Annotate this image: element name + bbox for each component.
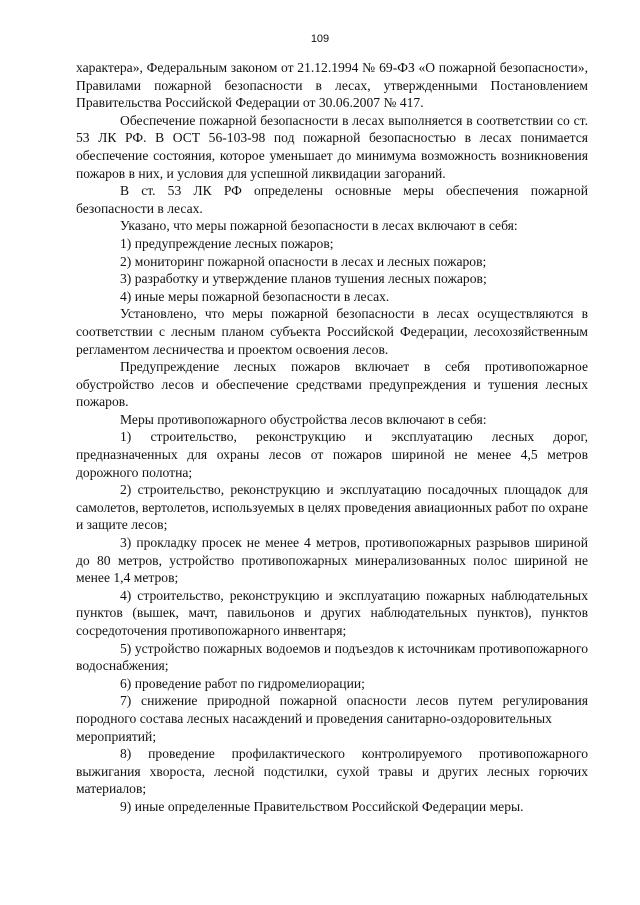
paragraph: Обеспечение пожарной безопасности в лесах выполняется в соответствии со ст. 53 ЛК РФ. В ОСТ 56-103-98 под пожарной безопасностью в лесах понимается обеспечение состояния, которое уменьшает до минимума возможность возникновения пожаров в них, и условия для успешной ликвидации загораний. — [76, 112, 588, 181]
page-number: 109 — [310, 33, 330, 45]
paragraph: 5) устройство пожарных водоемов и подъездов к источникам противопожарного водоснабжения; — [76, 640, 588, 674]
paragraph: мероприятий; — [76, 728, 157, 744]
paragraph: 2) мониторинг пожарной опасности в лесах и лесных пожаров; — [120, 253, 487, 269]
paragraph: 8) проведение профилактического контролируемого противопожарного выжигания хвороста, лесной подстилки, сухой травы и других лесных горючих материалов; — [76, 746, 588, 797]
paragraph: Установлено, что меры пожарной безопасности в лесах осуществляются в соответствии с лесным планом субъекта Российской Федерации, лесохозяйственным регламентом лесничества и проектом освоения лесов. — [76, 306, 588, 357]
paragraph: Указано, что меры пожарной безопасности в лесах включают в себя: — [120, 218, 518, 234]
paragraph: 4) строительство, реконструкцию и эксплуатацию пожарных наблюдательных пунктов (вышек, мачт, павильонов и других наблюдательных пунктов), пунктов сосредоточения противопожарного инвентаря; — [76, 587, 588, 638]
paragraph: 9) иные определенные Правительством Российской Федерации меры. — [120, 798, 524, 814]
paragraph: В ст. 53 ЛК РФ определены основные меры обеспечения пожарной безопасности в лесах. — [76, 183, 588, 216]
document-body — [76, 59, 588, 816]
paragraph: 3) разработку и утверждение планов тушения лесных пожаров; — [120, 271, 487, 287]
paragraph: 6) проведение работ по гидромелиорации; — [120, 675, 365, 691]
paragraph: 2) строительство, реконструкцию и эксплуатацию посадочных площадок для самолетов, вертолетов, используемых в целях проведения авиационных работ по охране и защите лесов; — [76, 482, 588, 533]
paragraph: Меры противопожарного обустройства лесов включают в себя: — [120, 411, 487, 427]
paragraph: 1) строительство, реконструкцию и эксплуатацию лесных дорог, предназначенных для охраны лесов от пожаров шириной не менее 4,5 метров дорожного полотна; — [76, 429, 588, 480]
paragraph: 4) иные меры пожарной безопасности в лесах. — [120, 288, 390, 304]
paragraph: 3) прокладку просек не менее 4 метров, противопожарных разрывов шириной до 80 метров, устройство противопожарных минерализованных полос шириной не менее 1,4 метров; — [76, 535, 588, 586]
paragraph: 7) снижение природной пожарной опасности лесов путем регулирования породного состава лесных насаждений и проведения санитарно-оздоровительных — [76, 693, 588, 726]
paragraph: характера», Федеральным законом от 21.12.1994 № 69-ФЗ «О пожарной безопасности», Правилами пожарной безопасности в лесах, утвержденными Постановлением Правительства Российской Федерации от 30.06.2007 № 417. — [76, 60, 588, 111]
paragraph: 1) предупреждение лесных пожаров; — [120, 235, 334, 251]
paragraph: Предупреждение лесных пожаров включает в себя противопожарное обустройство лесов и обеспечение средствами предупреждения и тушения лесных пожаров. — [76, 359, 588, 410]
